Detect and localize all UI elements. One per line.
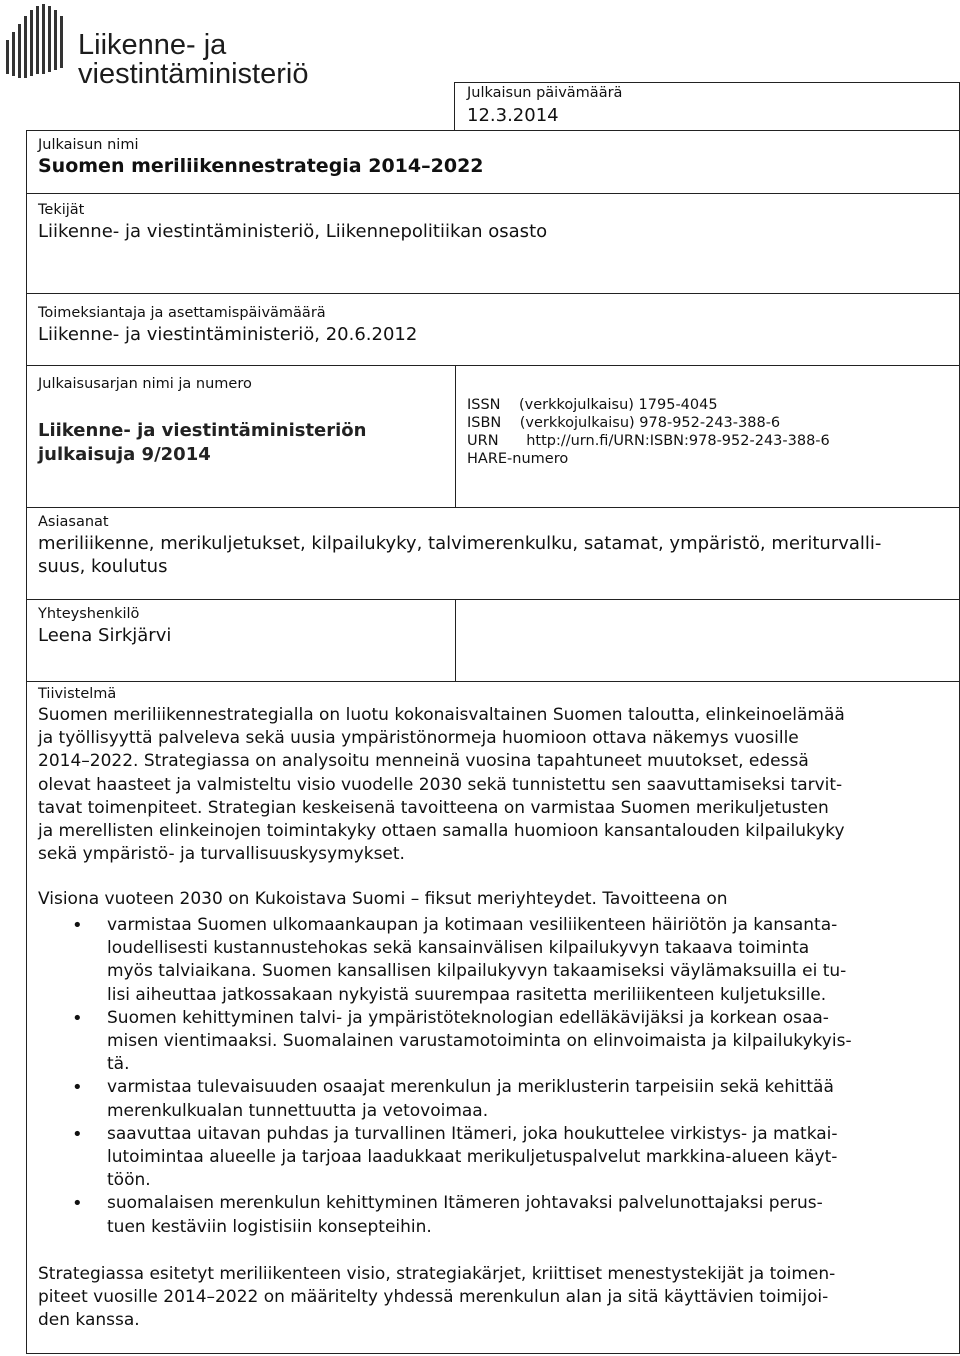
bullet-line: tä. bbox=[107, 1054, 130, 1075]
divider bbox=[26, 507, 960, 508]
bullet-line: lisi aiheuttaa jatkossakaan nykyistä suurempaa rasitetta meriliikenteen kuljetuksille. bbox=[107, 984, 827, 1005]
column-divider bbox=[455, 599, 456, 681]
bullet-line: tuen kestäviin logistisiin konsepteihin. bbox=[107, 1216, 432, 1237]
bullet-line: misen vientimaaksi. Suomalainen varustamotoiminta on elinvoimaista ja kilpailukykyis- bbox=[107, 1031, 852, 1052]
publication-date-label: Julkaisun päivämäärä bbox=[467, 85, 623, 101]
bullet-line: myös talviaikana. Suomen kansallisen kilpailukyvyn takaamiseksi väylämaksuilla ei tu- bbox=[107, 961, 847, 982]
abstract-p3-line: Strategiassa esitetyt meriliikenteen visio, strategiakärjet, kriittiset menestystekijät ja toimen- bbox=[38, 1264, 836, 1284]
publication-name-value: Suomen meriliikennestrategia 2014–2022 bbox=[38, 155, 484, 177]
keywords-line2: suus, koulutus bbox=[38, 556, 168, 577]
bullet-line: Suomen kehittyminen talvi- ja ympäristöteknologian edelläkävijäksi ja korkean osaa- bbox=[107, 1007, 829, 1028]
bullet-line: saavuttaa uitavan puhdas ja turvallinen Itämeri, joka houkuttelee virkistys- ja matkai- bbox=[107, 1123, 838, 1144]
bullet-line: merenkulkualan tunnettuutta ja vetovoimaa. bbox=[107, 1100, 489, 1121]
bullet-line: töön. bbox=[107, 1170, 151, 1191]
abstract-p3-line: den kanssa. bbox=[38, 1310, 140, 1331]
bullet-line: loudellisesti kustannustehokas sekä kansainvälisen kilpailukyvyn takaava toiminta bbox=[107, 938, 810, 959]
list-item bbox=[38, 914, 953, 1007]
publication-date-box bbox=[454, 82, 960, 130]
bullet-line: varmistaa tulevaisuuden osaajat merenkulun ja meriklusterin tarpeisiin sekä kehittää bbox=[107, 1077, 834, 1098]
logo-line1: Liikenne- ja bbox=[78, 29, 227, 61]
bullet-icon: • bbox=[72, 1123, 83, 1145]
contact-label: Yhteyshenkilö bbox=[38, 606, 140, 622]
authors-label: Tekijät bbox=[38, 202, 85, 218]
contact-value: Leena Sirkjärvi bbox=[38, 625, 172, 646]
keywords-label: Asiasanat bbox=[38, 514, 109, 530]
abstract-paragraph-3 bbox=[38, 1263, 953, 1333]
series-line1: Liikenne- ja viestintäministeriön bbox=[38, 420, 367, 441]
publication-name-label: Julkaisun nimi bbox=[38, 137, 139, 153]
bullet-icon: • bbox=[72, 1007, 83, 1029]
isbn: ISBN (verkkojulkaisu) 978-952-243-388-6 bbox=[467, 415, 781, 431]
divider bbox=[26, 193, 960, 194]
vision-bullet-list bbox=[38, 914, 953, 1239]
hare-number: HARE-numero bbox=[467, 451, 569, 467]
logo-mark-icon bbox=[2, 2, 74, 92]
abstract-p1-line: ja työllisyyttä palveleva sekä uusia ympäristönormeja huomioon ottava näkemys vuosille bbox=[38, 728, 799, 749]
abstract-paragraph-1 bbox=[38, 704, 953, 866]
divider bbox=[26, 599, 960, 600]
issn: ISSN (verkkojulkaisu) 1795-4045 bbox=[467, 397, 718, 413]
abstract-label: Tiivistelmä bbox=[38, 686, 117, 702]
bullet-icon: • bbox=[72, 1077, 83, 1099]
abstract-p1-line: ja merellisten elinkeinojen toimintakyky ottaen samalla huomioon kansantalouden kilpailukyky bbox=[38, 821, 845, 842]
abstract-p1-line: sekä ympäristö- ja turvallisuuskysymykset. bbox=[38, 844, 405, 865]
abstract-p1-line: olevat haasteet ja valmisteltu visio vuodelle 2030 sekä tunnistettu sen saavuttamiseksi tarvit- bbox=[38, 774, 843, 795]
bullet-icon: • bbox=[72, 915, 83, 936]
divider bbox=[26, 365, 960, 366]
commissioner-value: Liikenne- ja viestintäministeriö, 20.6.2012 bbox=[38, 324, 418, 345]
divider bbox=[26, 681, 960, 682]
identifiers bbox=[467, 396, 830, 468]
abstract-paragraph-2: Visiona vuoteen 2030 on Kukoistava Suomi – fiksut meriyhteydet. Tavoitteena on bbox=[38, 889, 728, 910]
commissioner-label: Toimeksiantaja ja asettamispäivämäärä bbox=[38, 305, 326, 321]
bullet-line: lutoimintaa alueelle ja tarjoaa laadukkaat merikuljetuspalvelut markkina-alueen käyt- bbox=[107, 1147, 838, 1168]
list-item bbox=[38, 1076, 953, 1122]
urn: URN http://urn.fi/URN:ISBN:978-952-243-388-6 bbox=[467, 433, 830, 449]
abstract-p1-line: Suomen meriliikennestrategialla on luotu kokonaisvaltainen Suomen taloutta, elinkeinoelämää bbox=[38, 705, 845, 725]
series-label: Julkaisusarjan nimi ja numero bbox=[38, 376, 252, 392]
bullet-line: suomalaisen merenkulun kehittyminen Itämeren johtavaksi palvelunottajaksi perus- bbox=[107, 1193, 823, 1214]
bullet-icon: • bbox=[72, 1193, 83, 1215]
list-item bbox=[38, 1123, 953, 1193]
logo-line2: viestintäministeriö bbox=[78, 58, 309, 90]
authors-value: Liikenne- ja viestintäministeriö, Liikennepolitiikan osasto bbox=[38, 221, 548, 242]
bullet-line: varmistaa Suomen ulkomaankaupan ja kotimaan vesiliikenteen häiriötön ja kansanta- bbox=[107, 915, 838, 935]
divider bbox=[26, 293, 960, 294]
list-item bbox=[38, 1192, 953, 1238]
abstract-p1-line: tavat toimenpiteet. Strategian keskeisenä tavoitteena on varmistaa Suomen merikuljetusten bbox=[38, 797, 829, 818]
abstract-p3-line: piteet vuosille 2014–2022 on määritelty yhdessä merenkulun alan ja sitä käyttävien toimijoi- bbox=[38, 1287, 829, 1308]
ministry-logo bbox=[0, 0, 340, 92]
list-item bbox=[38, 1007, 953, 1077]
keywords-line1: meriliikenne, merikuljetukset, kilpailukyky, talvimerenkulku, satamat, ympäristö, meriturvalli- bbox=[38, 533, 882, 554]
publication-date-value: 12.3.2014 bbox=[467, 105, 559, 126]
abstract-body bbox=[38, 704, 953, 912]
column-divider bbox=[455, 365, 456, 507]
abstract-p1-line: 2014–2022. Strategiassa on analysoitu menneinä vuosina tapahtuneet muutokset, edessä bbox=[38, 751, 809, 772]
series-line2: julkaisuja 9/2014 bbox=[38, 444, 211, 465]
